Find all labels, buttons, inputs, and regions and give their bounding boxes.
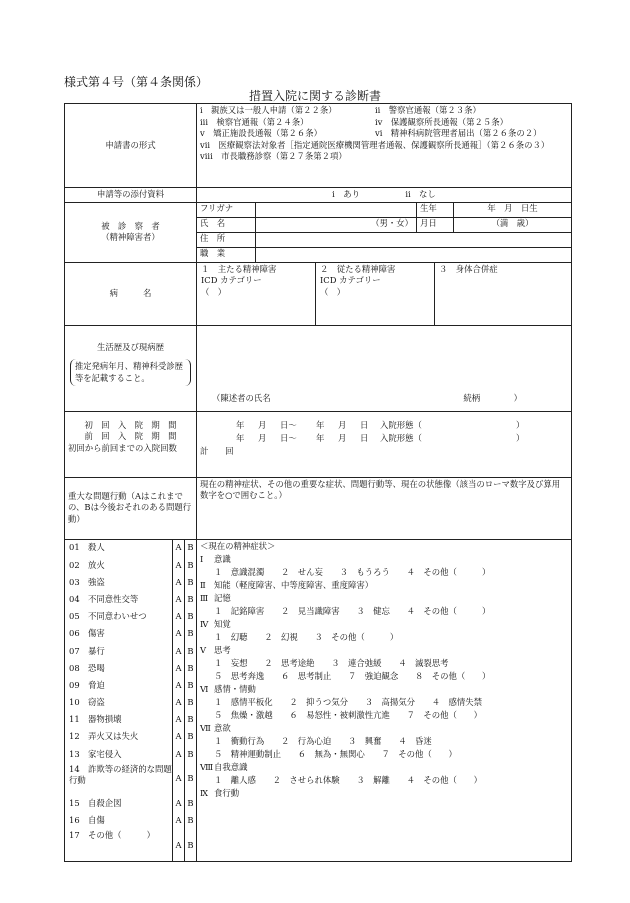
behavior-a-checkbox[interactable]: A — [172, 694, 184, 711]
behavior-label: 02 放火 — [69, 559, 105, 570]
admission-label: 初 回 入 院 期 間 前 回 入 院 期 間 初回から前回までの入院回数 — [65, 411, 197, 477]
behavior-a-checkbox[interactable]: A — [172, 660, 184, 677]
symptom-options[interactable]: １ 衝動行為 ２ 行為心迫 ３ 興奮 ４ 昏迷 — [214, 735, 432, 746]
symptom-category: Ⅶ 意欲 — [200, 722, 231, 733]
behavior-a-checkbox[interactable]: A — [172, 729, 184, 746]
behavior-label: 17 その他（ ） — [69, 830, 156, 841]
relation-label: 続柄 ） — [463, 393, 522, 403]
address-label: 住 所 — [197, 233, 256, 247]
behavior-a-checkbox[interactable]: A — [172, 574, 184, 591]
current-state-description: 現在の精神症状、その他の重要な症状、問題行動等、現在の状態像（該当のローマ数字及び算用数字を○で囲むこと。） — [197, 477, 572, 539]
behavior-a-checkbox[interactable]: A — [172, 795, 184, 812]
behavior-a-checkbox[interactable]: A — [172, 763, 184, 795]
symptom-options[interactable]: １ 感情平板化 ２ 抑うつ気分 ３ 高揚気分 ４ 感情失禁 — [214, 696, 482, 707]
name-label: 氏 名 — [197, 218, 256, 232]
behavior-b-checkbox[interactable]: B — [184, 626, 196, 643]
problem-behavior-label: 重大な問題行動（Aはこれまでの、Bは今後おそれのある問題行動） — [65, 477, 197, 539]
behavior-a-checkbox[interactable]: A — [172, 626, 184, 643]
physical-complication-cell[interactable]: ３ 身体合併症 — [439, 263, 498, 274]
behavior-item — [65, 660, 196, 677]
behavior-b-checkbox[interactable]: B — [184, 677, 196, 694]
symptom-options[interactable]: ５ 焦燥・激越 ６ 易怒性・被刺激性亢進 ７ その他（ ） — [214, 709, 482, 720]
behavior-a-checkbox[interactable]: A — [172, 643, 184, 660]
symptom-category: Ⅷ自我意識 — [200, 761, 248, 772]
behavior-b-checkbox[interactable]: B — [184, 812, 196, 829]
history-label: 生活歴及び現病歴 — [97, 341, 164, 352]
option-v[interactable]: v 矯正施設長通報（第２６条） — [200, 128, 322, 139]
symptom-list — [197, 539, 572, 862]
symptom-category: Ⅲ 記憶 — [200, 592, 231, 603]
behavior-item — [65, 626, 196, 643]
form-number: 様式第４号（第４条関係） — [64, 75, 209, 89]
behavior-label: 12 弄火又は失火 — [69, 731, 139, 742]
behavior-label: 10 窃盗 — [69, 697, 105, 708]
behavior-label: 13 家宅侵入 — [69, 748, 122, 759]
symptom-category: Ⅴ 思考 — [200, 644, 231, 655]
symptom-options[interactable]: １ 意識混濁 ２ せん妄 ３ もうろう ４ その他（ ） — [214, 566, 491, 577]
disease-label: 病 名 — [65, 262, 197, 325]
birth-label-top: 生年 — [417, 203, 454, 217]
symptom-category: Ⅳ 知覚 — [200, 618, 231, 629]
symptom-category: Ⅵ 感情・情動 — [200, 683, 256, 694]
application-label: 申請書の形式 — [65, 104, 197, 188]
behavior-b-checkbox[interactable]: B — [184, 729, 196, 746]
admission-count[interactable]: 計 回 — [200, 445, 234, 456]
behavior-b-checkbox[interactable]: B — [184, 540, 196, 557]
behavior-item — [65, 591, 196, 608]
history-field[interactable] — [197, 325, 572, 411]
behavior-item — [65, 574, 196, 591]
occupation-field[interactable] — [256, 248, 571, 262]
behavior-a-checkbox[interactable]: A — [172, 746, 184, 763]
behavior-b-checkbox[interactable]: B — [184, 591, 196, 608]
attachment-yes[interactable]: i あり — [332, 189, 360, 199]
behavior-item — [65, 608, 196, 625]
behavior-label: 07 暴行 — [69, 645, 105, 656]
behavior-item — [65, 540, 196, 557]
document-title: 措置入院に関する診断書 — [248, 89, 381, 103]
behavior-b-checkbox[interactable]: B — [184, 608, 196, 625]
behavior-item — [65, 557, 196, 574]
behavior-item — [65, 677, 196, 694]
behavior-label: 05 不同意わいせつ — [69, 611, 147, 622]
behavior-item — [65, 812, 196, 829]
behavior-label: 09 脅迫 — [69, 679, 105, 690]
behavior-a-checkbox[interactable]: A — [172, 677, 184, 694]
behavior-label: 03 強盗 — [69, 576, 105, 587]
age-field[interactable]: （満 歳） — [491, 217, 534, 228]
diagnosis-form — [64, 103, 572, 862]
behavior-label: 16 自傷 — [69, 815, 105, 826]
attachment-no[interactable]: ii なし — [405, 189, 436, 199]
main-disorder-cell[interactable]: １ 主たる精神障害 ICD カテゴリー （ ） — [197, 263, 316, 325]
behavior-b-checkbox[interactable]: B — [184, 795, 196, 812]
behavior-label: 06 傷害 — [69, 628, 105, 639]
option-vi[interactable]: vi 精神科病院管理者届出（第２６条の２） — [375, 128, 542, 139]
sub-disorder-cell[interactable]: ２ 従たる精神障害 ICD カテゴリー （ ） — [316, 263, 435, 325]
furigana-label: フリガナ — [197, 203, 256, 217]
symptom-category: Ⅸ 食行動 — [200, 787, 240, 798]
history-label-cell — [65, 325, 197, 411]
attachment-label: 申請等の添付資料 — [65, 188, 197, 203]
behavior-label: 14 詐欺等の経済的な問題行動 — [69, 764, 172, 786]
behavior-a-checkbox[interactable]: A — [172, 812, 184, 829]
symptom-category: Ⅰ 意識 — [200, 553, 231, 564]
option-i[interactable]: i 親族又は一般人申請（第２２条） — [200, 105, 337, 115]
occupation-label: 職 業 — [197, 248, 256, 262]
behavior-a-checkbox[interactable]: A — [172, 829, 184, 861]
symptom-category: Ⅱ 知能（軽度障害、中等度障害、重度障害） — [200, 579, 374, 590]
option-iii[interactable]: iii 検察官通報（第２４条） — [200, 116, 309, 127]
behavior-b-checkbox[interactable]: B — [184, 694, 196, 711]
behavior-a-checkbox[interactable]: A — [172, 608, 184, 625]
behavior-item — [65, 729, 196, 746]
behavior-label: 08 恐喝 — [69, 662, 105, 673]
history-note: 推定発病年月、精神科受診歴等を記載すること。 — [70, 359, 191, 386]
previous-admission-row[interactable]: 年 月 日～ 年 月 日 入院形態（ ） — [236, 432, 525, 443]
admission-fields[interactable] — [197, 411, 572, 477]
behavior-a-checkbox[interactable]: A — [172, 540, 184, 557]
symptom-options[interactable]: １ 離人感 ２ させられ体験 ３ 解離 ４ その他（ ） — [214, 774, 482, 785]
option-viii[interactable]: viii 市長職務診察（第２７条第２項） — [200, 151, 347, 162]
behavior-label: 15 自殺企図 — [69, 797, 122, 808]
first-admission-row[interactable]: 年 月 日～ 年 月 日 入院形態（ ） — [236, 419, 525, 430]
behavior-b-checkbox[interactable]: B — [184, 829, 196, 861]
behavior-item — [65, 746, 196, 763]
address-field[interactable] — [256, 233, 571, 247]
behavior-b-checkbox[interactable]: B — [184, 574, 196, 591]
attachment-options — [197, 188, 572, 203]
application-options — [197, 104, 572, 188]
behavior-b-checkbox[interactable]: B — [184, 746, 196, 763]
birth-label-bottom: 月日 — [417, 218, 454, 232]
symptom-options[interactable]: １ 幻聴 ２ 幻視 ３ その他（ ） — [214, 631, 399, 642]
behavior-b-checkbox[interactable]: B — [184, 711, 196, 728]
behavior-item — [65, 763, 196, 795]
sex-field[interactable]: （男・女） — [256, 218, 417, 232]
behavior-item — [65, 795, 196, 812]
behavior-b-checkbox[interactable]: B — [184, 643, 196, 660]
symptom-options[interactable]: １ 妄想 ２ 思考途絶 ３ 連合弛緩 ４ 滅裂思考 — [214, 657, 449, 668]
behavior-item — [65, 711, 196, 728]
option-iv[interactable]: iv 保護観察所長通報（第２５条） — [375, 116, 509, 127]
behavior-list — [65, 539, 197, 862]
disease-cells — [197, 262, 572, 325]
option-ii[interactable]: ii 警察官通報（第２３条） — [375, 105, 481, 115]
symptom-options[interactable]: １ 記銘障害 ２ 見当識障害 ３ 健忘 ４ その他（ ） — [214, 605, 491, 616]
behavior-item — [65, 643, 196, 660]
behavior-item — [65, 829, 196, 861]
patient-info — [197, 202, 572, 262]
symptom-options[interactable]: ５ 精神運動制止 ６ 無為・無関心 ７ その他（ ） — [214, 748, 457, 759]
narrator-label: （陳述者の氏名 — [212, 393, 271, 403]
behavior-b-checkbox[interactable]: B — [184, 660, 196, 677]
behavior-label: 11 器物損壊 — [69, 714, 122, 725]
patient-label: 被 診 察 者 （精神障害者） — [65, 202, 197, 262]
option-vii[interactable]: vii 医療観察法対象者［指定通院医療機関管理者通報、保護観察所長通報］（第２６条の３） — [200, 139, 550, 150]
furigana-field[interactable] — [256, 203, 417, 217]
birth-date-field[interactable]: 年 月 日生 — [487, 202, 538, 213]
behavior-a-checkbox[interactable]: A — [172, 557, 184, 574]
symptoms-heading: ＜現在の精神症状＞ — [200, 540, 276, 551]
behavior-a-checkbox[interactable]: A — [172, 711, 184, 728]
symptom-options[interactable]: ５ 思考奔逸 ６ 思考制止 ７ 強迫観念 ８ その他（ ） — [214, 670, 491, 681]
behavior-item — [65, 694, 196, 711]
behavior-label: 04 不同意性交等 — [69, 593, 139, 604]
behavior-a-checkbox[interactable]: A — [172, 591, 184, 608]
behavior-b-checkbox[interactable]: B — [184, 763, 196, 795]
behavior-label: 01 殺人 — [69, 542, 105, 553]
behavior-b-checkbox[interactable]: B — [184, 557, 196, 574]
